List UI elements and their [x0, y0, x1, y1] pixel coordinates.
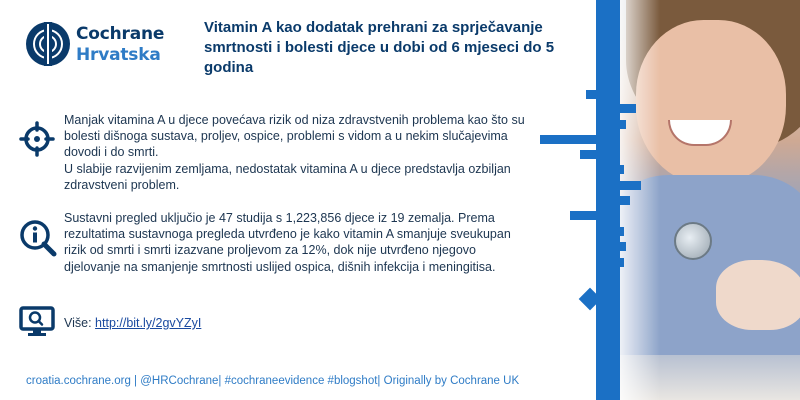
photo-hand — [716, 260, 800, 330]
decorative-bar — [618, 258, 624, 267]
decorative-bar — [540, 135, 598, 144]
decorative-bar — [618, 120, 626, 129]
decorative-bar — [586, 90, 602, 99]
cochrane-hrvatska-logo — [26, 20, 176, 68]
stethoscope-icon — [674, 222, 712, 260]
cochrane-logo-icon — [26, 22, 70, 66]
footer-credit: Originally by Cochrane UK — [383, 375, 520, 387]
decorative-bar — [608, 242, 626, 251]
decorative-bar — [580, 150, 602, 159]
magnifier-info-icon — [18, 218, 58, 258]
page-title: Vitamin A kao dodatak prehrani za sprječavanje smrtnosti i bolesti djece u dobi od 6 mjeseci do 5 godina — [204, 19, 555, 76]
footer-separator: | — [377, 375, 381, 387]
decorative-bar — [618, 165, 624, 174]
footer-separator: | — [134, 375, 138, 387]
logo-title: Cochrane — [76, 24, 165, 44]
decorative-blue-stripe — [596, 0, 620, 400]
more-label: Više: — [64, 316, 96, 330]
decorative-bar — [570, 211, 602, 220]
logo-subtitle: Hrvatska — [76, 45, 161, 65]
more-info — [64, 316, 201, 330]
footer-site[interactable]: croatia.cochrane.org — [26, 375, 131, 387]
target-icon — [18, 120, 56, 158]
monitor-search-icon — [19, 306, 55, 338]
footer-tags[interactable]: #cochraneevidence #blogshot — [224, 375, 378, 387]
section-results — [64, 210, 534, 275]
decorative-bar — [605, 181, 641, 190]
footer-handle[interactable]: @HRCochrane — [140, 375, 219, 387]
footer-separator: | — [218, 375, 222, 387]
more-link[interactable]: http://bit.ly/2gvYZyI — [95, 316, 202, 330]
decorative-bar — [618, 196, 630, 205]
section-results-text: Sustavni pregled uključio je 47 studija s 1,223,856 djece iz 19 zemalja. Prema rezultatima sustavnoga pregleda utvrđeno je kako vitamin A smanjuje sveukupan rizik od smrti i smrti izazvane proljevom za 12%, dok nije utvrđeno njegovo djelovanje na smanjenje smrtnosti uslijed ospica, dišnih infekcija i meningitisa. — [64, 211, 511, 274]
section-background-text-1: Manjak vitamina A u djece povećava rizik od niza zdravstvenih problema kao što su bolesti dišnoga sustava, proljev, ospice, problemi s vidom a u nekim slučajevima dovodi i do smrti. — [64, 113, 525, 160]
footer — [26, 375, 519, 387]
decorative-bar — [618, 104, 636, 113]
section-background — [64, 112, 534, 193]
decorative-bar — [618, 227, 624, 236]
section-background-text-2: U slabije razvijenim zemljama, nedostatak vitamina A u djece predstavlja ozbiljan zdravstveni problem. — [64, 161, 511, 192]
